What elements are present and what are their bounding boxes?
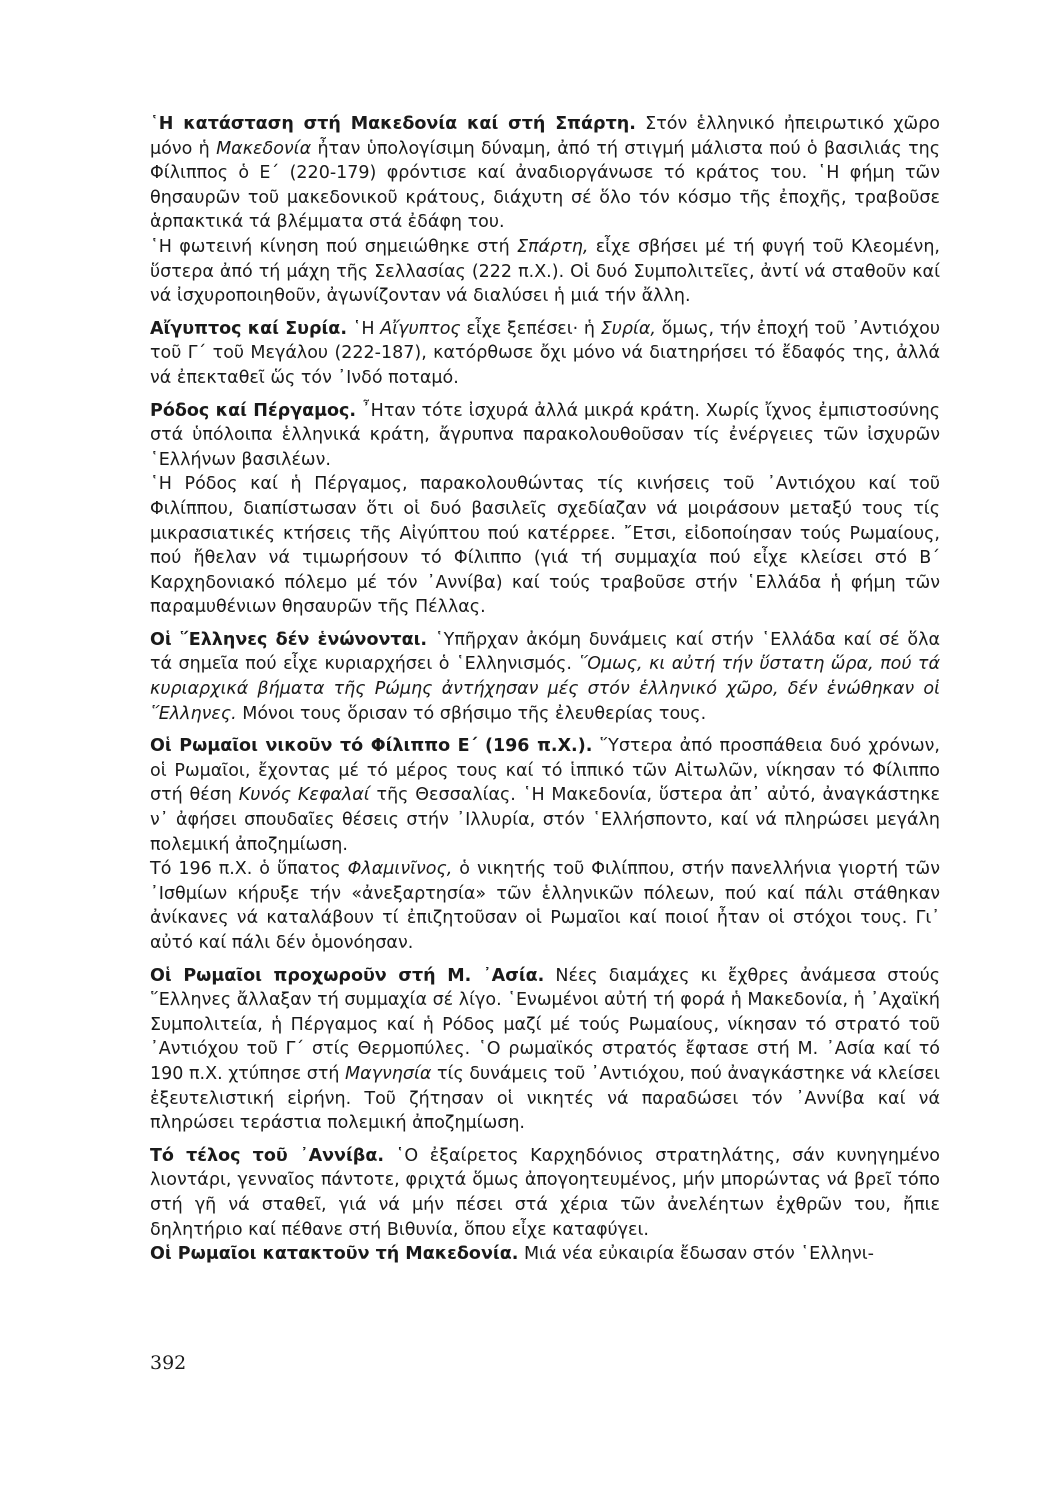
text-segment: ἦταν ὑπολογίσιμη δύναμη, ἀπό τή στιγμή μάλιστα πού ὁ βασιλιάς της Φίλιππος ὁ Ε΄ (220-179) φρόντισε καί ἀναδιοργάνωσε τό κράτος του. ῾Η φήμη τῶν θησαυρῶν τοῦ μακεδονικοῦ κράτους, διάχυτη σέ ὅλο τόν κόσμο τῆς ἐποχῆς, τραβοῦσε ἁρπακτικά τά βλέμματα στά ἐδάφη του. bbox=[150, 138, 940, 233]
heading-end-of-hannibal: Τό τέλος τοῦ ᾿Αννίβα. bbox=[150, 1145, 384, 1166]
text-segment: Μιά νέα εὐκαιρία ἔδωσαν στόν ῾Ελληνι- bbox=[518, 1244, 874, 1265]
italic-term: Σπάρτη, bbox=[516, 236, 589, 257]
text-segment: ῾Η Ρόδος καί ἡ Πέργαμος, παρακολουθώντας τίς κινήσεις τοῦ ᾿Αντιόχου καί τοῦ Φιλίππου, διαπίστωσαν ὅτι οἱ δυό βασιλεῖς σχεδίαζαν νά μοιράσουν μεταξύ τους τίς μικρασιατικές κτήσεις τῆς Αἰγύπτου πού κατέρρεε. ῎Ετσι, εἰδοποίησαν τούς Ρωμαίους, πού ἤθελαν νά τιμωρήσουν τό Φίλιππο (γιά τή συμμαχία πού εἶχε κλείσει στό Β΄ Καρχηδονιακό πόλεμο μέ τόν ᾿Αννίβα) καί τούς τραβοῦσε στήν ῾Ελλάδα ἡ φήμη τῶν παραμυθένιων θησαυρῶν τῆς Πέλλας. bbox=[150, 474, 940, 618]
paragraph-11 bbox=[150, 1242, 940, 1267]
heading-romans-defeat-philip: Οἱ Ρωμαῖοι νικοῦν τό Φίλιππο Ε΄ (196 π.Χ.). bbox=[150, 736, 593, 757]
page-number: 392 bbox=[150, 1352, 187, 1374]
paragraph-5 bbox=[150, 472, 940, 620]
italic-term: Συρία, bbox=[600, 318, 656, 339]
text-segment: ῾Η bbox=[346, 318, 381, 339]
text-segment: ῞Υστερα ἀπό προσπάθεια δυό χρόνων, οἱ Ρωμαῖοι, ἔχοντας μέ τό μέρος τους καί τό ἱππικό τῶν Αἰτωλῶν, νίκησαν τό Φίλιππο στή θέση bbox=[150, 736, 940, 806]
text-segment: Τό 196 π.Χ. ὁ ὕπατος bbox=[150, 859, 348, 880]
paragraph-1 bbox=[150, 112, 940, 235]
italic-term: Φλαμινῖνος, bbox=[347, 859, 453, 880]
text-segment: ὁ νικητής τοῦ Φιλίππου, στήν πανελλήνια γιορτή τῶν ᾿Ισθμίων κήρυξε τήν «ἀνεξαρτησία» τῶν ἑλληνικῶν πόλεων, πού καί πάλι στάθηκαν ἀνίκανες νά καταλάβουν τί ἐπιζητοῦσαν οἱ Ρωμαῖοι καί ποιοί ἦταν οἱ στόχοι τους. Γι᾿ αὐτό καί πάλι δέν ὁμονόησαν. bbox=[150, 859, 940, 953]
text-segment: ῾Η φωτεινή κίνηση πού σημειώθηκε στή bbox=[150, 236, 517, 257]
paragraph-9 bbox=[150, 964, 940, 1136]
paragraph-2 bbox=[150, 235, 940, 309]
italic-term: Κυνός Κεφαλαί bbox=[238, 785, 370, 806]
italic-term: Μαγνησία bbox=[345, 1063, 432, 1084]
text-segment: Στόν ἑλληνικό ἠπειρωτικό χῶρο μόνο ἡ bbox=[150, 114, 940, 159]
text-segment: εἶχε ξεπέσει· ἡ bbox=[460, 318, 601, 339]
text-segment: τίς δυνάμεις τοῦ ᾿Αντιόχου, πού ἀναγκάστηκε νά κλείσει ἐξευτελιστική εἰρήνη. Τοῦ ζήτησαν οἱ νικητές νά παραδώσει τόν ᾿Αννίβα καί νά πληρώσει τεράστια πολεμική ἀποζημίωση. bbox=[150, 1063, 940, 1134]
italic-term: Αἴγυπτος bbox=[380, 318, 461, 339]
paragraph-3 bbox=[150, 317, 940, 391]
heading-rhodes-pergamon: Ρόδος καί Πέργαμος. bbox=[150, 400, 357, 421]
text-segment: ῾Υπῆρχαν ἀκόμη δυνάμεις καί στήν ῾Ελλάδα καί σέ ὅλα τά σημεῖα πού εἶχε κυριαρχήσει ὁ ῾Ελληνισμός. bbox=[150, 629, 940, 675]
text-segment: ῏Ηταν τότε ἰσχυρά ἀλλά μικρά κράτη. Χωρίς ἴχνος ἐμπιστοσύνης στά ὑπόλοιπα ἑλληνικά κράτη, ἄγρυπνα παρακολουθοῦσαν τίς ἐνέργειες τῶν ἰσχυρῶν ῾Ελλήνων βασιλέων. bbox=[150, 400, 940, 470]
italic-term: Μακεδονία bbox=[216, 138, 312, 159]
document-page bbox=[150, 112, 940, 1267]
text-segment: Νέες διαμάχες κι ἔχθρες ἀνάμεσα στούς ῞Ελληνες ἄλλαξαν τή συμμαχία σέ λίγο. ῾Ενωμένοι αὐτή τή φορά ἡ Μακεδονία, ἡ ᾿Αχαϊκή Συμπολιτεία, ἡ Πέργαμος καί ἡ Ρόδος μαζί μέ τούς Ρωμαίους, νίκησαν τό στρατό τοῦ ᾿Αντιόχου τοῦ Γ΄ στίς Θερμοπύλες. ῾Ο ρωμαϊκός στρατός ἔφτασε στή Μ. ᾿Ασία καί τό 190 π.Χ. χτύπησε στή bbox=[150, 965, 940, 1084]
text-segment: τῆς Θεσσαλίας. ῾Η Μακεδονία, ὕστερα ἀπ᾿ αὐτό, ἀναγκάστηκε ν᾿ ἀφήσει σπουδαῖες θέσεις στήν ᾿Ιλλυρία, στόν ῾Ελλήσποντο, καί νά πληρώσει μεγάλη πολεμική ἀποζημίωση. bbox=[150, 785, 941, 855]
heading-egypt-syria: Αἴγυπτος καί Συρία. bbox=[150, 318, 347, 339]
paragraph-7 bbox=[150, 734, 940, 857]
heading-macedonia-sparta: ῾Η κατάσταση στή Μακεδονία καί στή Σπάρτη. bbox=[150, 114, 636, 134]
text-segment: Μόνοι τους ὅρισαν τό σβήσιμο τῆς ἐλευθερίας τους. bbox=[236, 703, 707, 724]
heading-greeks-not-united: Οἱ ῞Ελληνες δέν ἑνώνονται. bbox=[150, 629, 428, 650]
paragraph-6 bbox=[150, 628, 940, 726]
paragraph-8 bbox=[150, 857, 940, 955]
heading-romans-advance-asia: Οἱ Ρωμαῖοι προχωροῦν στή Μ. ᾿Ασία. bbox=[150, 965, 545, 986]
paragraph-4 bbox=[150, 399, 940, 473]
heading-romans-conquer-macedonia: Οἱ Ρωμαῖοι κατακτοῦν τή Μακεδονία. bbox=[150, 1244, 519, 1265]
text-segment: ῾Ο ἐξαίρετος Καρχηδόνιος στρατηλάτης, σάν κυνηγημένο λιοντάρι, γενναῖος πάντοτε, φριχτά ὅμως ἀπογοητευμένος, μήν μπορώντας νά βρεῖ τόπο στή γῆ νά σταθεῖ, γιά νά μήν πέσει στά χέρια τῶν ἀνελέητων ἐχθρῶν του, ἤπιε δηλητήριο καί πέθανε στή Βιθυνία, ὅπου εἶχε καταφύγει. bbox=[150, 1145, 940, 1240]
paragraph-10 bbox=[150, 1144, 940, 1242]
text-segment: εἶχε σβήσει μέ τή φυγή τοῦ Κλεομένη, ὕστερα ἀπό τή μάχη τῆς Σελλασίας (222 π.Χ.). Οἱ δυό Συμπολιτεῖες, ἀντί νά σταθοῦν καί νά ἰσχυροποιηθοῦν, ἀγωνίζονταν νά διαλύσει ἡ μιά τήν ἄλλη. bbox=[150, 236, 940, 307]
text-segment: ὅμως, τήν ἐποχή τοῦ ᾿Αντιόχου τοῦ Γ΄ τοῦ Μεγάλου (222-187), κατόρθωσε ὄχι μόνο νά διατηρήσει τό ἔδαφός της, ἀλλά νά ἐπεκταθεῖ ὥς τόν ᾿Ινδό ποταμό. bbox=[150, 318, 940, 388]
italic-passage: ῞Ομως, κι αὐτή τήν ὕστατη ὥρα, πού τά κυριαρχικά βήματα τῆς Ρώμης ἀντήχησαν μές στόν ἑλληνικό χῶρο, δέν ἑνώθηκαν οἱ ῞Ελληνες. bbox=[150, 654, 940, 724]
